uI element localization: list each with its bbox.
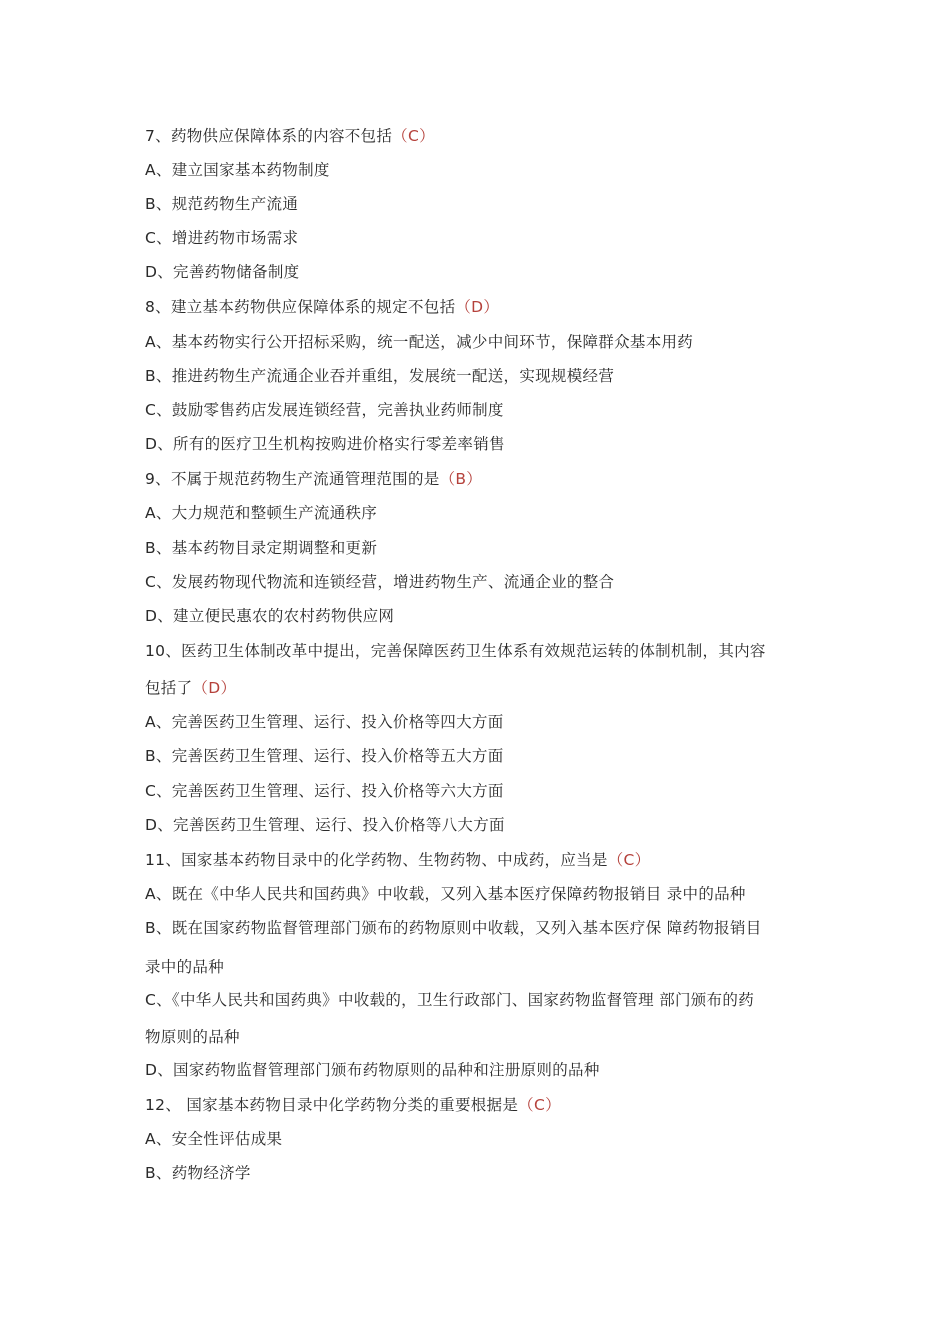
option: A、基本药物实行公开招标采购，统一配送，减少中间环节，保障群众基本用药: [145, 333, 694, 351]
option: A、既在《中华人民共和国药典》中收载，又列入基本医疗保障药物报销目 录中的品种: [145, 885, 746, 903]
stem-text: 11、国家基本药物目录中的化学药物、生物药物、中成药，应当是: [145, 851, 608, 869]
stem-text: 包括了: [145, 679, 193, 697]
question-stem-continued: [145, 678, 825, 698]
answer-mark: （B）: [439, 470, 483, 488]
question-stem: 10、医药卫生体制改革中提出，完善保障医药卫生体系有效规范运转的体制机制，其内容: [145, 642, 766, 660]
option: D、所有的医疗卫生机构按购进价格实行零差率销售: [145, 435, 505, 453]
option: A、大力规范和整顿生产流通秩序: [145, 504, 378, 522]
option-continued: 录中的品种: [145, 958, 225, 976]
option: C、《中华人民共和国药典》中收载的，卫生行政部门、国家药物监督管理 部门颁布的药: [145, 991, 755, 1009]
option: D、完善医药卫生管理、运行、投入价格等八大方面: [145, 816, 505, 834]
stem-text: 12、 国家基本药物目录中化学药物分类的重要根据是: [145, 1096, 519, 1114]
answer-mark: （C）: [392, 127, 435, 145]
option: A、安全性评估成果: [145, 1130, 283, 1148]
option-continued: 物原则的品种: [145, 1028, 240, 1046]
answer-mark: （C）: [607, 851, 651, 869]
question-stem: [145, 469, 825, 489]
question-stem: [145, 297, 825, 317]
stem-text: 9、不属于规范药物生产流通管理范围的是: [145, 470, 440, 488]
stem-text: 7、药物供应保障体系的内容不包括: [145, 127, 393, 145]
option: B、完善医药卫生管理、运行、投入价格等五大方面: [145, 747, 504, 765]
option: B、既在国家药物监督管理部门颁布的药物原则中收载，又列入基本医疗保 障药物报销目: [145, 919, 762, 937]
option: C、增进药物市场需求: [145, 229, 299, 247]
answer-mark: （C）: [518, 1096, 561, 1114]
option: C、发展药物现代物流和连锁经营，增进药物生产、流通企业的整合: [145, 573, 615, 591]
answer-mark: （D）: [192, 679, 237, 697]
option: C、鼓励零售药店发展连锁经营，完善执业药师制度: [145, 401, 504, 419]
option: B、基本药物目录定期调整和更新: [145, 539, 378, 557]
option: C、完善医药卫生管理、运行、投入价格等六大方面: [145, 782, 504, 800]
option: D、完善药物储备制度: [145, 263, 300, 281]
stem-text: 8、建立基本药物供应保障体系的规定不包括: [145, 298, 456, 316]
option: A、建立国家基本药物制度: [145, 161, 330, 179]
question-stem: [145, 850, 825, 870]
option: D、建立便民惠农的农村药物供应网: [145, 607, 395, 625]
option: B、药物经济学: [145, 1164, 251, 1182]
option: A、完善医药卫生管理、运行、投入价格等四大方面: [145, 713, 504, 731]
option: B、规范药物生产流通: [145, 195, 299, 213]
option: B、推进药物生产流通企业吞并重组，发展统一配送，实现规模经营: [145, 367, 615, 385]
question-stem: [145, 1095, 825, 1115]
question-stem: [145, 126, 825, 146]
option: D、国家药物监督管理部门颁布药物原则的品种和注册原则的品种: [145, 1061, 600, 1079]
answer-mark: （D）: [455, 298, 500, 316]
